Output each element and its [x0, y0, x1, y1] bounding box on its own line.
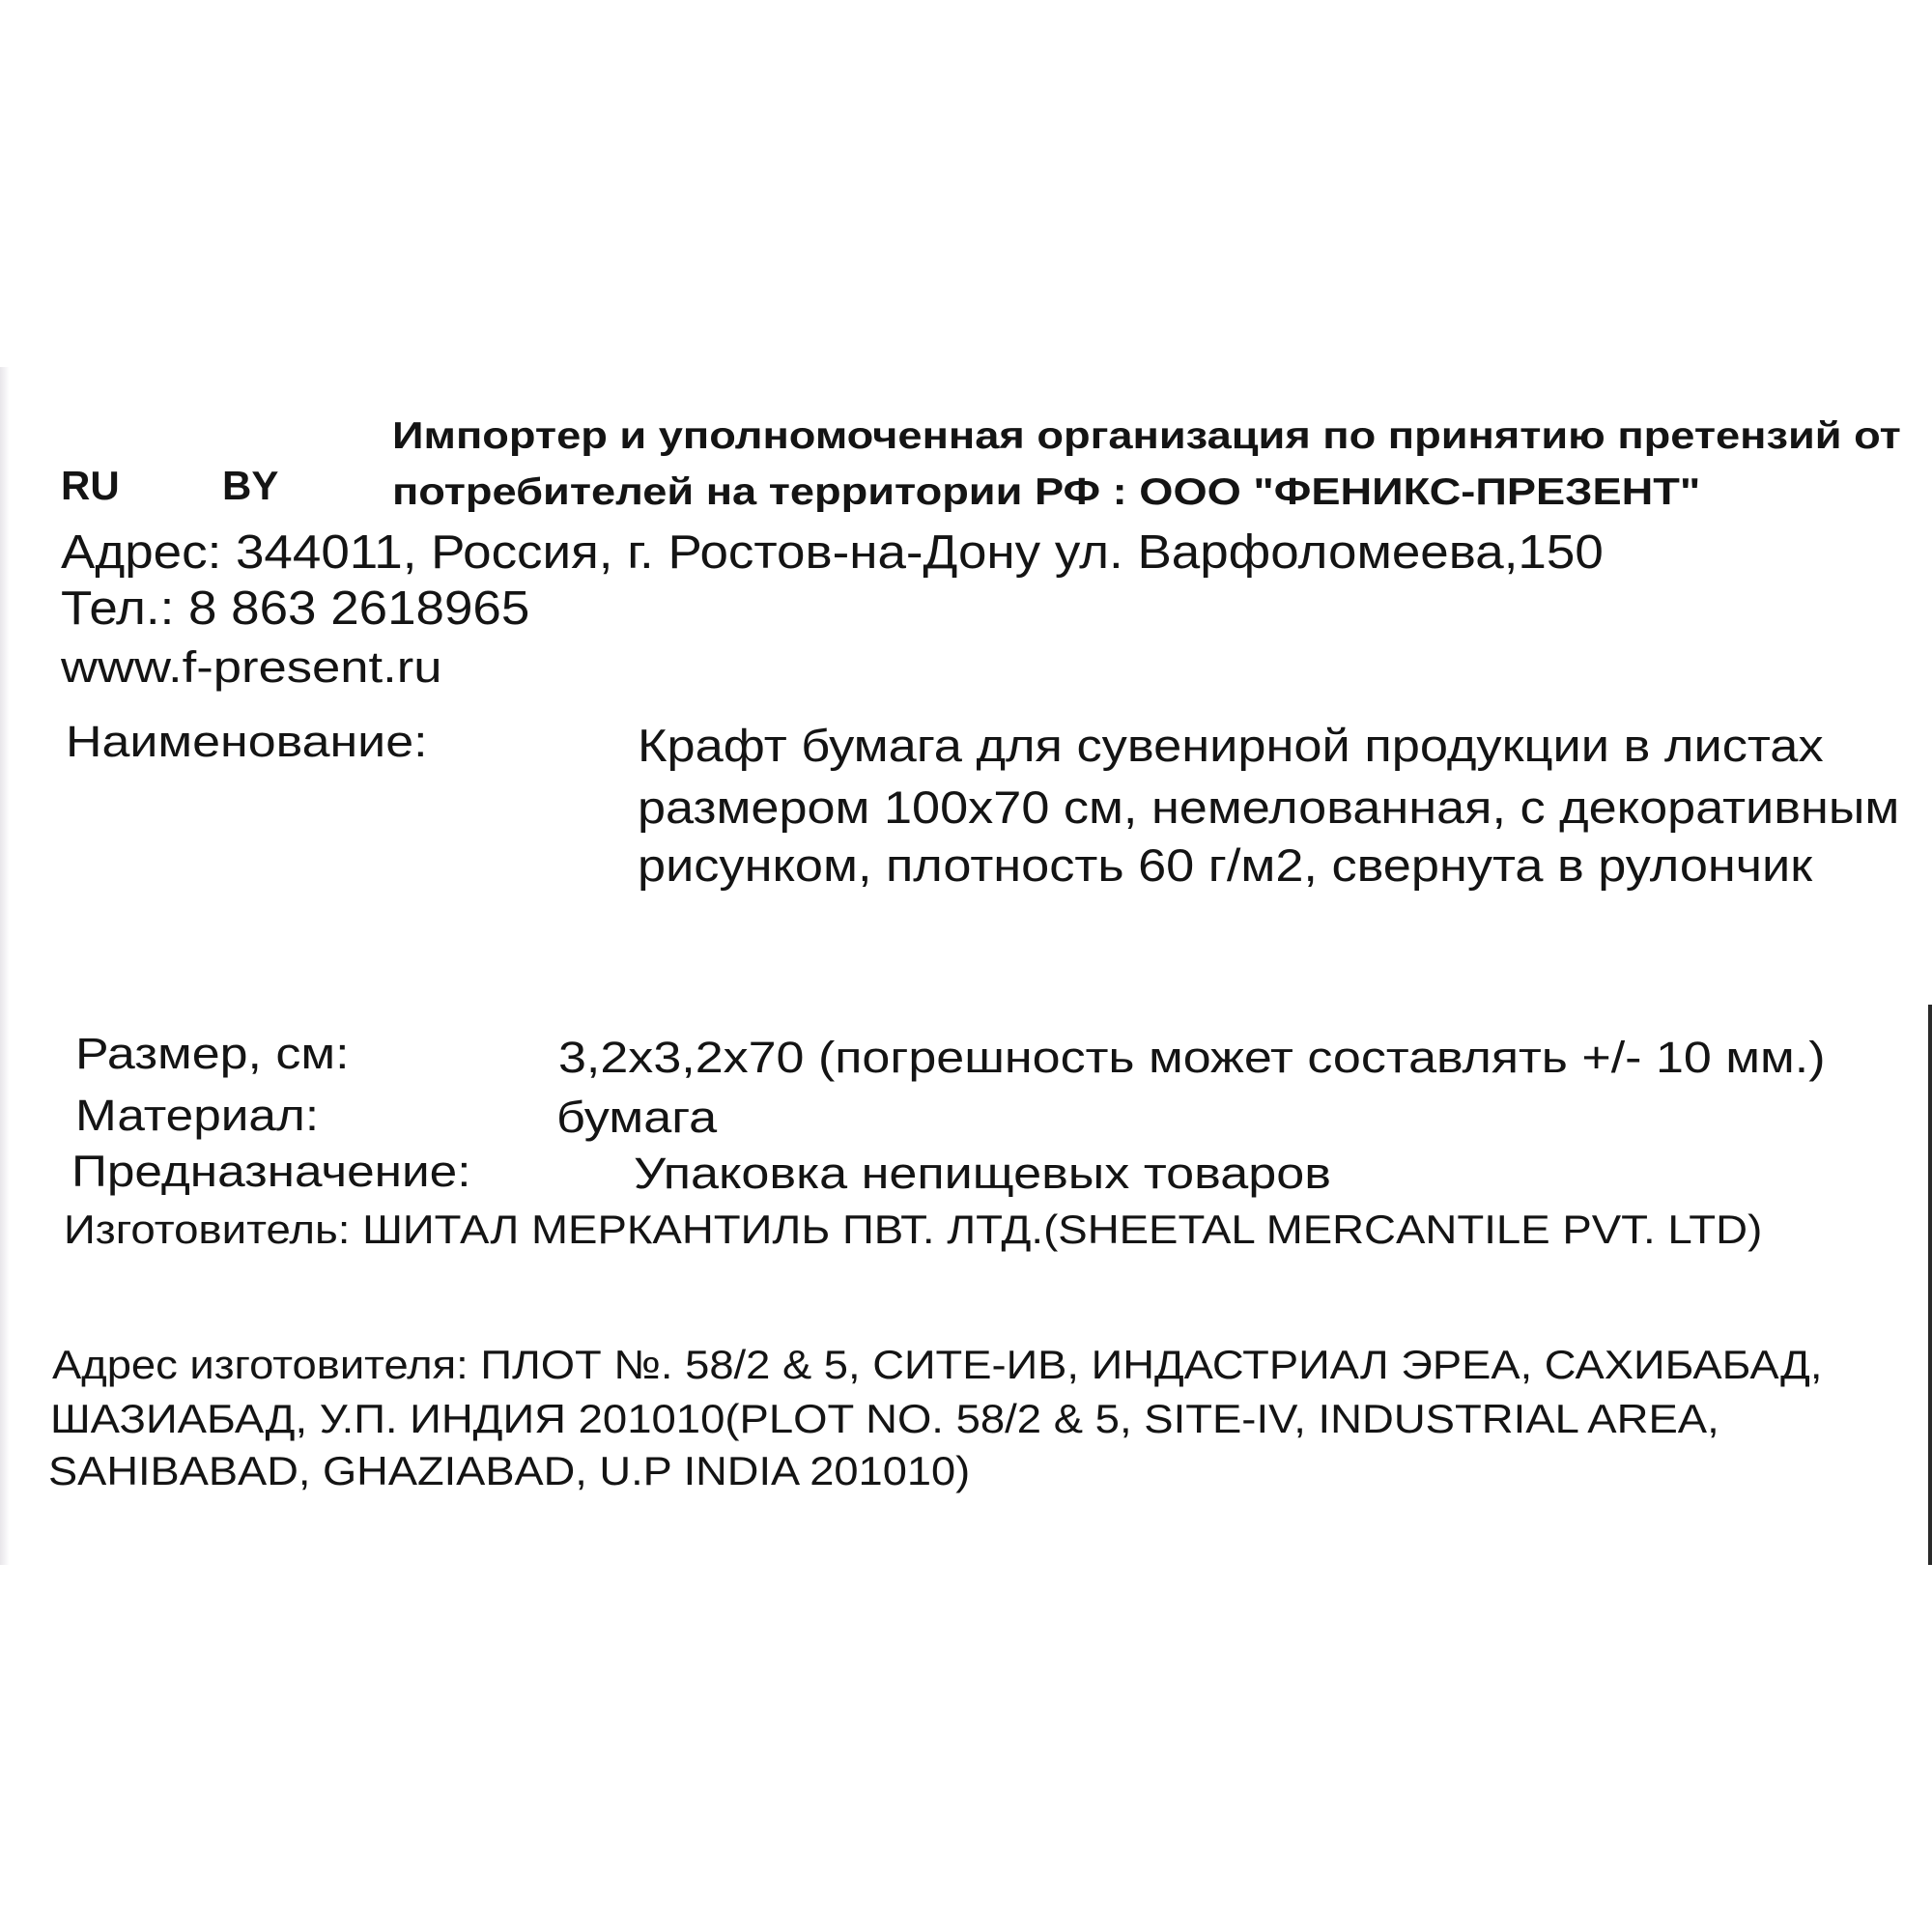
product-name-line-3: рисунком, плотность 60 г/м2, свернута в рулончик — [638, 839, 1813, 891]
manufacturer-line: Изготовитель: ШИТАЛ МЕРКАНТИЛЬ ПВТ. ЛТД.(SHEETAL MERCANTILE PVT. LTD) — [64, 1207, 1763, 1252]
label-left-edge — [0, 367, 10, 1565]
material-label: Материал: — [75, 1091, 320, 1140]
label-right-edge — [1928, 1005, 1932, 1565]
size-label: Размер, см: — [75, 1029, 350, 1078]
importer-website: www.f-present.ru — [61, 642, 442, 692]
manufacturer-address-line-1: Адрес изготовителя: ПЛОТ №. 58/2 & 5, СИТЕ-ИВ, ИНДАСТРИАЛ ЭРЕА, САХИБАБАД, — [52, 1342, 1823, 1387]
manufacturer-address-line-2: ШАЗИАБАД, У.П. ИНДИЯ 201010(PLOT NO. 58/2 & 5, SITE-IV, INDUSTRIAL AREA, — [50, 1396, 1719, 1441]
market-code-ru: RU — [61, 463, 120, 508]
material-value: бумага — [556, 1093, 718, 1142]
product-name-label: Наименование: — [66, 717, 428, 766]
size-value: 3,2х3,2х70 (погрешность может составлять +/- 10 мм.) — [558, 1033, 1826, 1082]
importer-line-1: Импортер и уполномоченная организация по принятию претензий от — [392, 415, 1901, 457]
importer-line-2: потребителей на территории РФ : ООО "ФЕНИКС-ПРЕЗЕНТ" — [392, 471, 1701, 513]
purpose-label: Предназначение: — [71, 1147, 471, 1196]
product-name-line-1: Крафт бумага для сувенирной продукции в листах — [638, 720, 1824, 771]
product-name-line-2: размером 100х70 см, немелованная, с декоративным — [638, 781, 1900, 833]
importer-phone: Тел.: 8 863 2618965 — [61, 582, 530, 635]
market-code-by: BY — [222, 463, 279, 508]
importer-address: Адрес: 344011, Россия, г. Ростов-на-Дону ул. Варфоломеева,150 — [61, 526, 1604, 579]
purpose-value: Упаковка непищевых товаров — [634, 1149, 1331, 1198]
manufacturer-address-line-3: SAHIBABAD, GHAZIABAD, U.P INDIA 201010) — [48, 1448, 971, 1493]
